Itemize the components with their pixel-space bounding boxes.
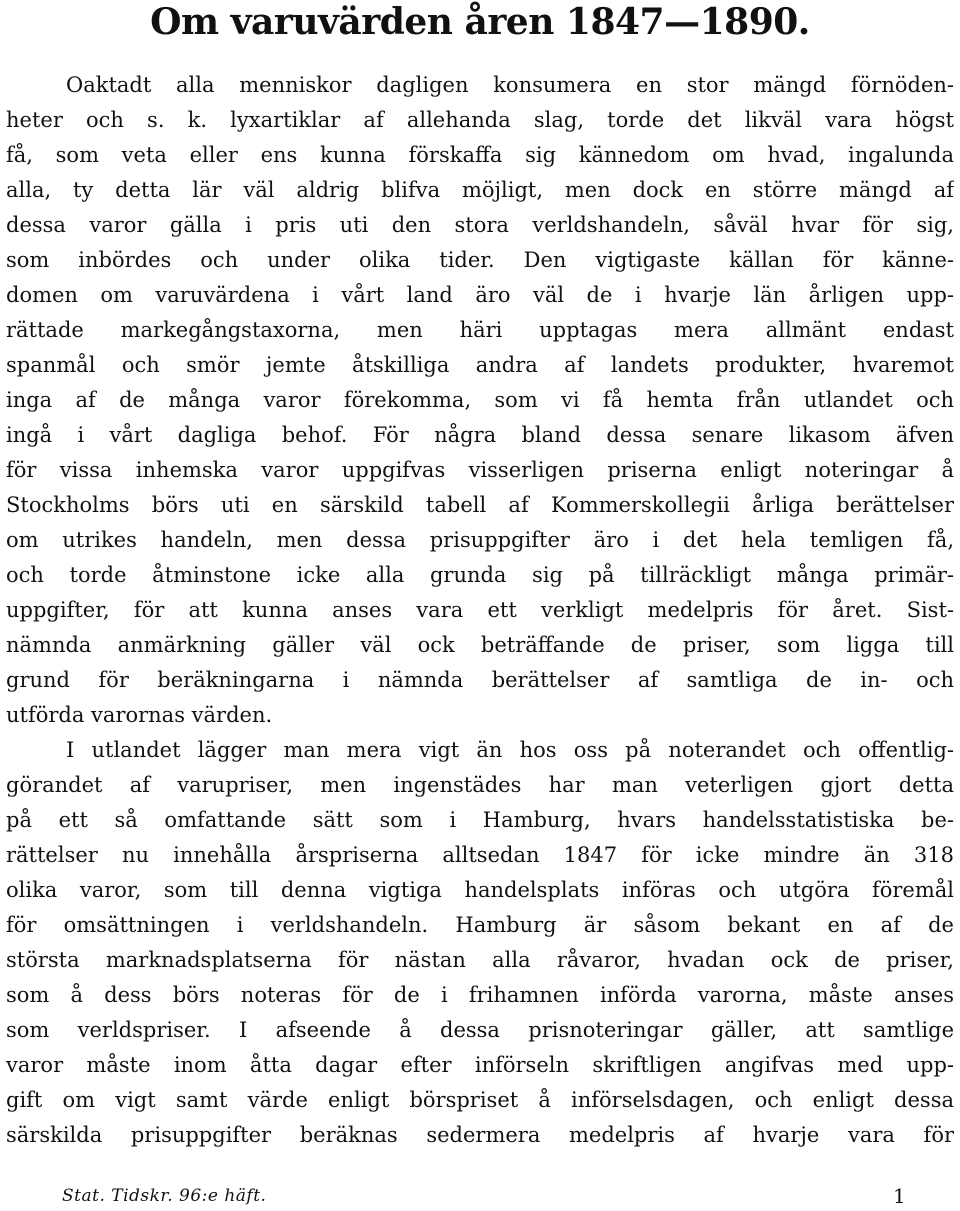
text-line: inga af de många varor förekomma, som vi få hemta från utlandet och	[6, 388, 954, 412]
page-footer	[0, 1184, 960, 1210]
text-line: om utrikes handeln, men dessa prisuppgifter äro i det hela temligen få,	[6, 528, 954, 552]
text-line: görandet af varupriser, men ingenstädes har man veterligen gjort detta	[6, 773, 954, 797]
text-line: som verldspriser. I afseende å dessa prisnoteringar gäller, att samtlige	[6, 1018, 954, 1042]
text-line: för omsättningen i verldshandeln. Hamburg är såsom bekant en af de	[6, 913, 954, 937]
text-line: ingå i vårt dagliga behof. För några bland dessa senare likasom äfven	[6, 423, 954, 447]
text-line: uppgifter, för att kunna anses vara ett verkligt medelpris för året. Sist-	[6, 598, 954, 622]
body-text	[6, 68, 954, 1153]
text-line: domen om varuvärdena i vårt land äro väl de i hvarje län årligen upp-	[6, 283, 954, 307]
text-line: gift om vigt samt värde enligt börspriset å införselsdagen, och enligt dessa	[6, 1088, 954, 1112]
text-line: rättade markegångstaxorna, men häri upptagas mera allmänt endast	[6, 318, 954, 342]
text-line: och torde åtminstone icke alla grunda sig på tillräckligt många primär-	[6, 563, 954, 587]
text-line: utförda varornas värden.	[6, 703, 273, 727]
page-title: Om varuvärden åren 1847—1890.	[150, 1, 810, 43]
text-line: alla, ty detta lär väl aldrig blifva möjligt, men dock en större mängd af	[6, 178, 954, 202]
text-line: på ett så omfattande sätt som i Hamburg, hvars handelsstatistiska be-	[6, 808, 954, 832]
text-line: största marknadsplatserna för nästan alla råvaror, hvadan ock de priser,	[6, 948, 954, 972]
text-line: få, som veta eller ens kunna förskaffa sig kännedom om hvad, ingalunda	[6, 143, 954, 167]
text-line: spanmål och smör jemte åtskilliga andra af landets produkter, hvaremot	[6, 353, 954, 377]
text-line: Oaktadt alla menniskor dagligen konsumera en stor mängd förnöden-	[66, 73, 954, 97]
text-line: olika varor, som till denna vigtiga handelsplats införas och utgöra föremål	[6, 878, 954, 902]
text-line: som inbördes och under olika tider. Den vigtigaste källan för känne-	[6, 248, 954, 272]
text-line: nämnda anmärkning gäller väl ock beträffande de priser, som ligga till	[6, 633, 954, 657]
text-line: grund för beräkningarna i nämnda berättelser af samtliga de in- och	[6, 668, 954, 692]
text-line: I utlandet lägger man mera vigt än hos oss på noterandet och offentlig-	[66, 738, 954, 762]
text-line: dessa varor gälla i pris uti den stora verldshandeln, såväl hvar för sig,	[6, 213, 954, 237]
text-line: särskilda prisuppgifter beräknas sedermera medelpris af hvarje vara för	[6, 1123, 954, 1147]
text-line: heter och s. k. lyxartiklar af allehanda slag, torde det likväl vara högst	[6, 108, 954, 132]
text-line: för vissa inhemska varor uppgifvas visserligen priserna enligt noteringar å	[6, 458, 954, 482]
text-line: Stockholms börs uti en särskild tabell af Kommerskollegii årliga berättelser	[6, 493, 954, 517]
text-line: som å dess börs noteras för de i frihamnen införda varorna, måste anses	[6, 983, 954, 1007]
text-line: varor måste inom åtta dagar efter införseln skriftligen angifvas med upp-	[6, 1053, 954, 1077]
page-number: 1	[893, 1184, 906, 1208]
text-line: rättelser nu innehålla årspriserna alltsedan 1847 för icke mindre än 318	[6, 843, 954, 867]
journal-reference: Stat. Tidskr. 96:e häft.	[62, 1186, 267, 1206]
